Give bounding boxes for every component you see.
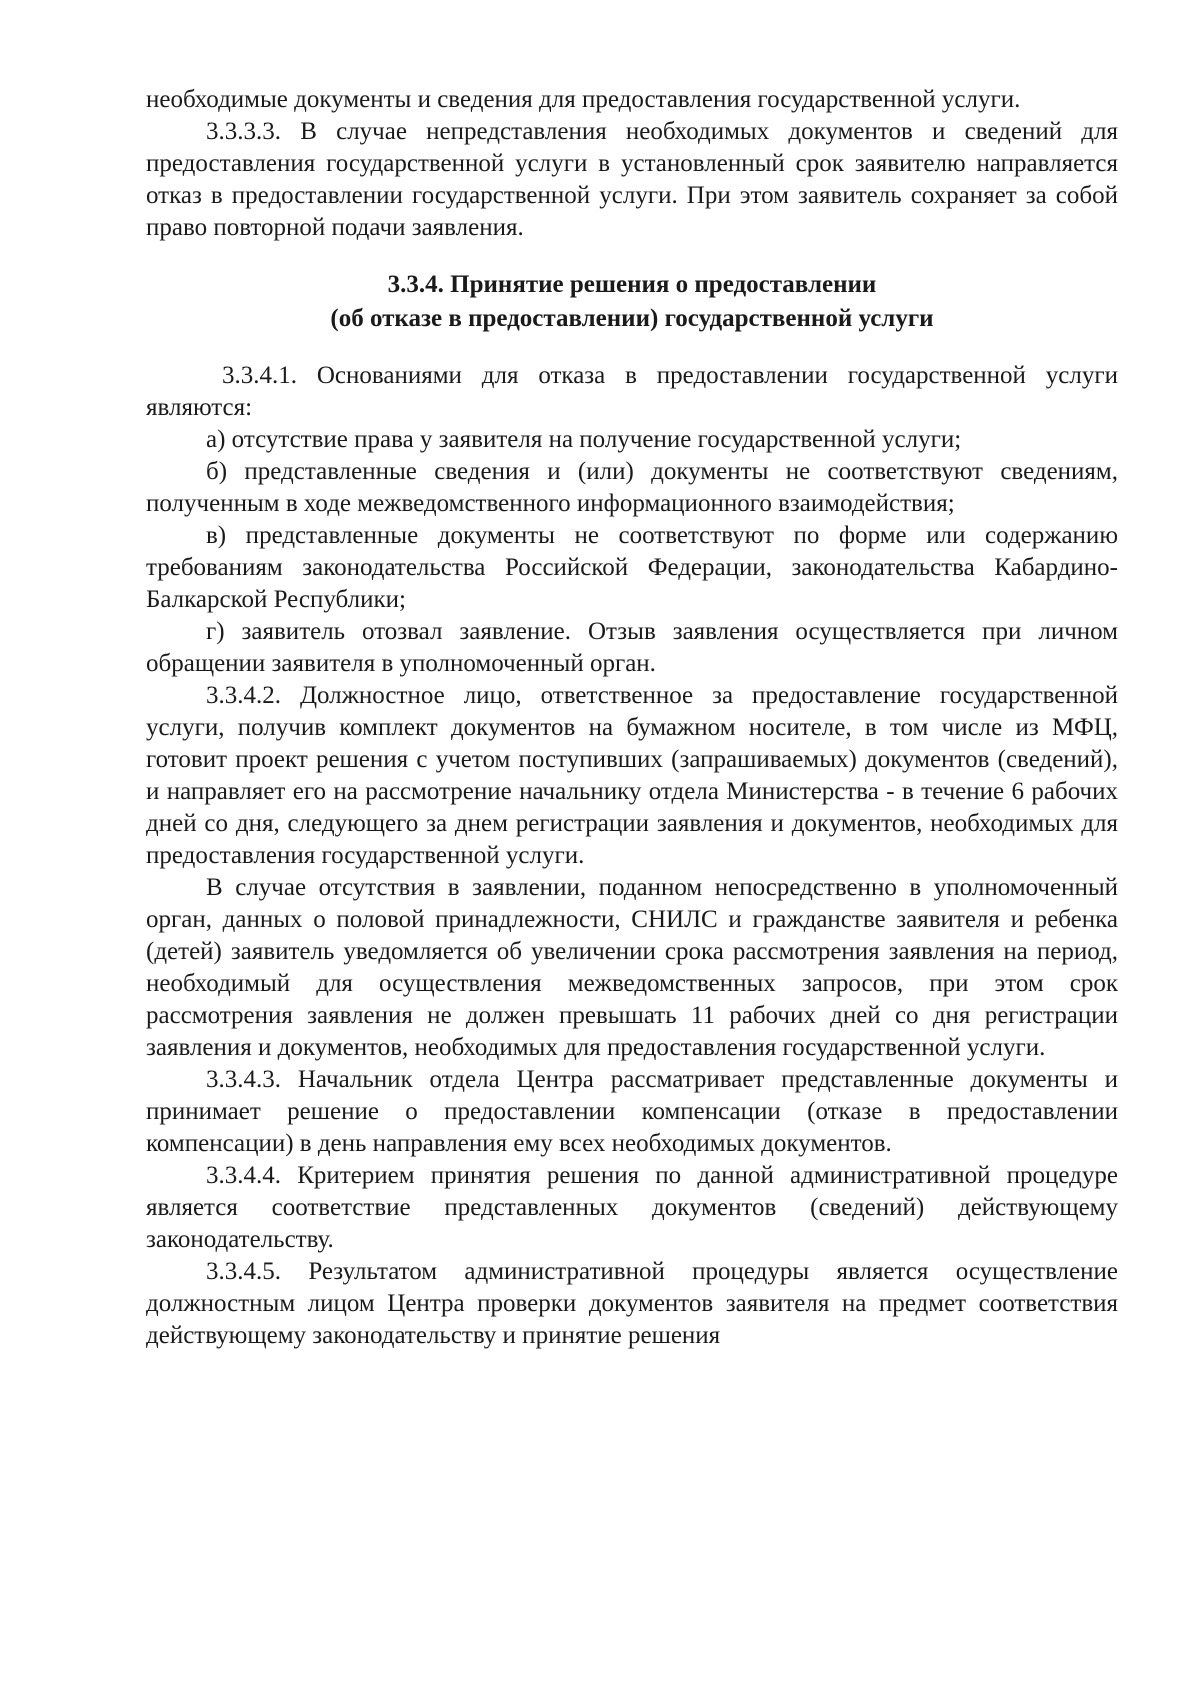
section-heading-3-3-4 xyxy=(146,268,1118,336)
paragraph-3-3-4-3: 3.3.4.3. Начальник отдела Центра рассматривает представленные документы и принимает решение о предоставлении компенсации (отказе в предоставлении компенсации) в день направления ему всех необходимых документов. xyxy=(146,1066,1118,1157)
paragraph-3-3-4-4: 3.3.4.4. Критерием принятия решения по данной административной процедуре является соответствие представленных документов (сведений) действующему законодательству. xyxy=(146,1162,1118,1253)
list-item-g: г) заявитель отозвал заявление. Отзыв заявления осуществляется при личном обращении заявителя в уполномоченный орган. xyxy=(146,618,1118,677)
paragraph-3-3-3-3: 3.3.3.3. В случае непредставления необходимых документов и сведений для предоставления государственной услуги в установленный срок заявителю направляется отказ в предоставлении государственной услуги. При этом заявитель сохраняет за собой право повторной подачи заявления. xyxy=(146,118,1118,241)
section-heading-line-1: 3.3.4. Принятие решения о предоставлении xyxy=(387,271,877,298)
list-item-a: а) отсутствие права у заявителя на получение государственной услуги; xyxy=(206,426,962,453)
paragraph-3-3-4-1: 3.3.4.1. Основаниями для отказа в предоставлении государственной услуги являются: xyxy=(146,362,1118,421)
section-heading-line-2: (об отказе в предоставлении) государственной услуги xyxy=(330,305,934,332)
paragraph-continuation: необходимые документы и сведения для предоставления государственной услуги. xyxy=(146,86,1021,113)
list-item-b: б) представленные сведения и (или) документы не соответствуют сведениям, полученным в ходе межведомственного информационного взаимодействия; xyxy=(146,458,1118,517)
document-body xyxy=(146,84,1118,1352)
list-item-v: в) представленные документы не соответствуют по форме или содержанию требованиям законодательства Российской Федерации, законодательства Кабардино-Балкарской Республики; xyxy=(146,522,1118,613)
paragraph-3-3-4-2: 3.3.4.2. Должностное лицо, ответственное за предоставление государственной услуги, получив комплект документов на бумажном носителе, в том числе из МФЦ, готовит проект решения с учетом поступивших (запрашиваемых) документов (сведений), и направляет его на рассмотрение начальнику отдела Министерства - в течение 6 рабочих дней со дня, следующего за днем регистрации заявления и документов, необходимых для предоставления государственной услуги. xyxy=(146,682,1118,869)
paragraph-3-3-4-5: 3.3.4.5. Результатом административной процедуры является осуществление должностным лицом Центра проверки документов заявителя на предмет соответствия действующему законодательству и принятие решения xyxy=(146,1258,1118,1349)
paragraph-absence-of-data: В случае отсутствия в заявлении, поданном непосредственно в уполномоченный орган, данных о половой принадлежности, СНИЛС и гражданстве заявителя и ребенка (детей) заявитель уведомляется об увеличении срока рассмотрения заявления на период, необходимый для осуществления межведомственных запросов, при этом срок рассмотрения заявления не должен превышать 11 рабочих дней со дня регистрации заявления и документов, необходимых для предоставления государственной услуги. xyxy=(146,874,1118,1061)
